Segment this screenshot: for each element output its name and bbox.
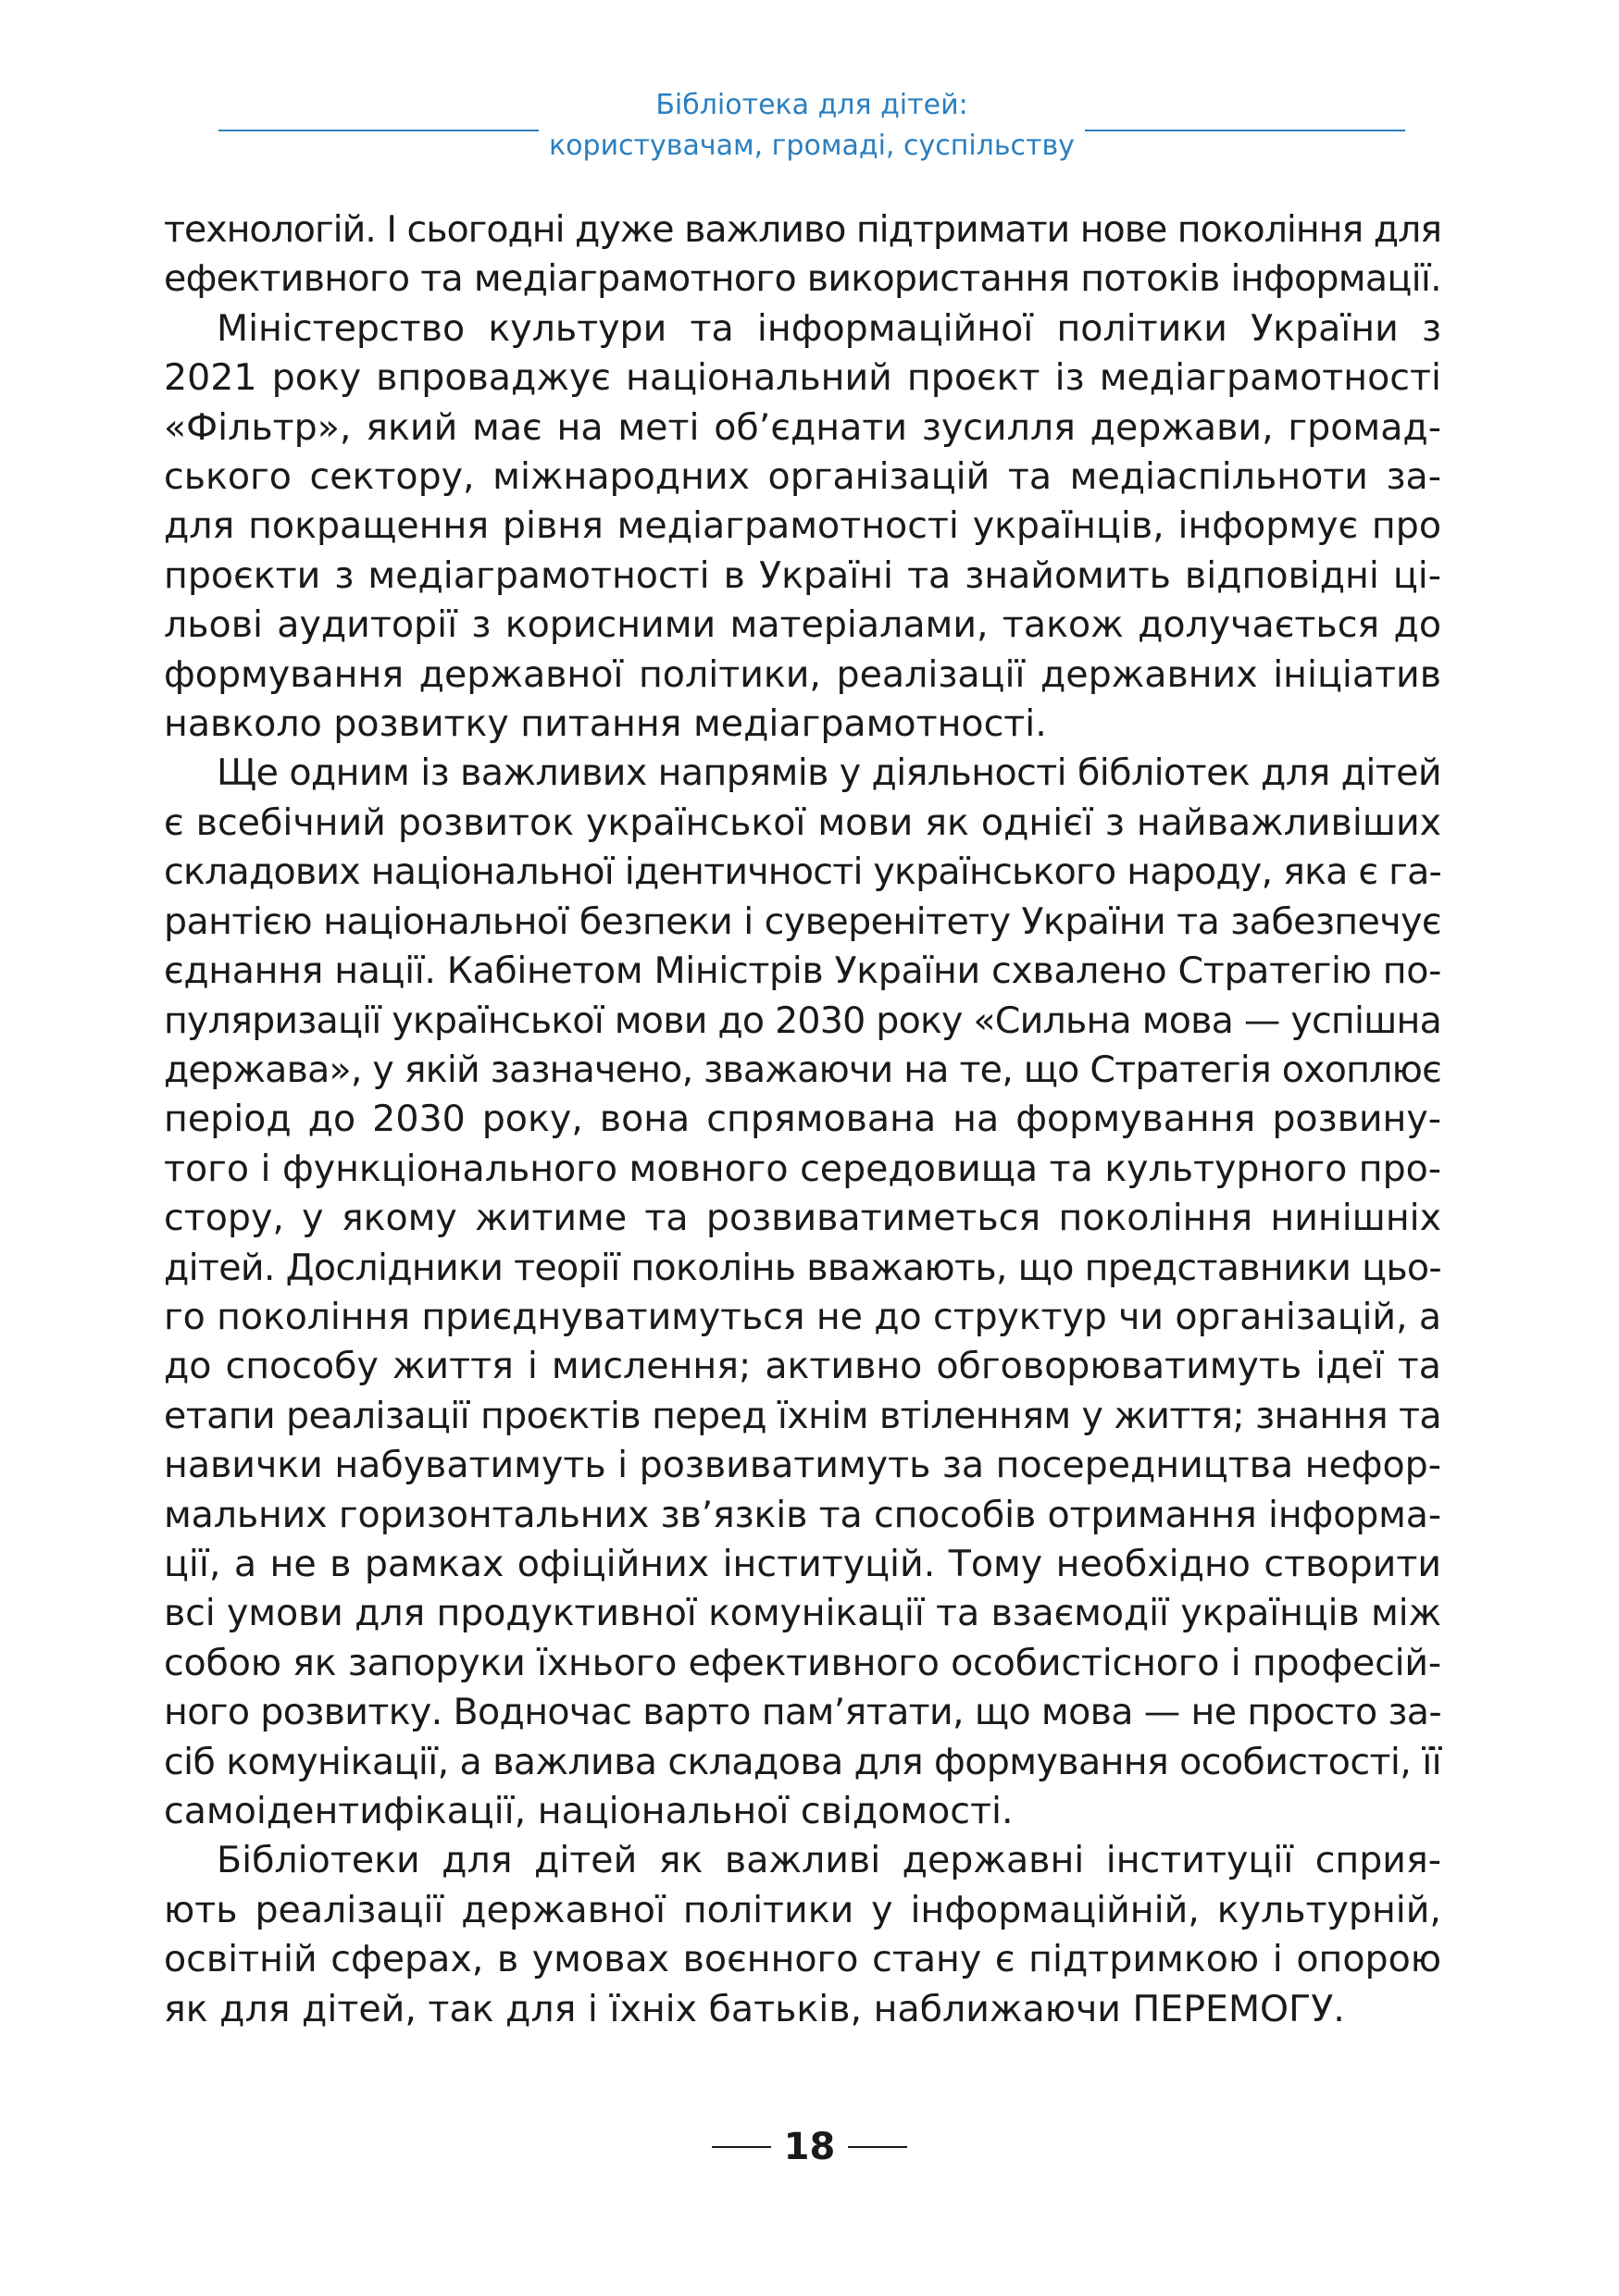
- text-line: ють реалізації державної політики у інформаційній, культурній,: [164, 1888, 1441, 1931]
- text-line: держава», у якій зазначено, зважаючи на те, що Стратегія охоплює: [164, 1048, 1441, 1091]
- text-line: Міністерство культури та інформаційної політики України з: [217, 306, 1441, 350]
- page-number: 18: [783, 2126, 836, 2168]
- text-line: мальних горизонтальних зв’язків та способів отримання інформа-: [164, 1493, 1441, 1536]
- text-line: складових національної ідентичності українського народу, яка є га-: [164, 850, 1441, 894]
- text-line: Ще одним із важливих напрямів у діяльності бібліотек для дітей: [217, 751, 1441, 795]
- running-head-title: [539, 85, 1085, 167]
- text-line: рантією національної безпеки і суверенітету України та забезпечує: [164, 900, 1441, 943]
- text-line: сіб комунікації, а важлива складова для формування особистості, її: [164, 1740, 1441, 1783]
- text-line: всі умови для продуктивної комунікації та взаємодії українців між: [164, 1592, 1441, 1635]
- text-line: технологій. І сьогодні дуже важливо підтримати нове покоління для: [164, 208, 1441, 251]
- text-line: го покоління приєднуватимуться не до структур чи організацій, а: [164, 1295, 1441, 1338]
- text-line: пуляризації української мови до 2030 року «Сильна мова — успішна: [164, 999, 1441, 1042]
- text-line: «Фільтр», який має на меті об’єднати зусилля держави, громад-: [164, 405, 1441, 449]
- text-line: до способу життя і мислення; активно обговорюватимуть ідеї та: [164, 1345, 1441, 1388]
- text-line: дітей. Дослідники теорії поколінь вважають, що представники цьо-: [164, 1246, 1441, 1289]
- folio-rule-right: [848, 2146, 907, 2148]
- text-line: 2021 року впроваджує національний проєкт із медіаграмотності: [164, 356, 1441, 400]
- text-line: самоідентифікації, національної свідомості.: [164, 1790, 1014, 1832]
- text-line: період до 2030 року, вона спрямована на формування розвину-: [164, 1098, 1441, 1141]
- text-line: навички набуватимуть і розвиватимуть за посередництва нефор-: [164, 1444, 1441, 1487]
- running-head-line-2: користувачам, громаді, суспільству: [549, 130, 1075, 162]
- page-folio: [0, 2119, 1619, 2175]
- header-rule-right: [1085, 130, 1405, 131]
- text-line: собою як запоруки їхнього ефективного особистісного і професій-: [164, 1641, 1442, 1684]
- text-line: того і функціонального мовного середовища та культурного про-: [164, 1147, 1441, 1190]
- folio-rule-left: [712, 2146, 771, 2148]
- text-line: ції, а не в рамках офіційних інституцій. Тому необхідно створити: [164, 1542, 1441, 1585]
- text-line: як для дітей, так для і їхніх батьків, наближаючи ПЕРЕМОГУ.: [164, 1987, 1345, 2030]
- body-text: [164, 205, 1441, 2034]
- text-line: для покращення рівня медіаграмотності українців, інформує про: [164, 504, 1441, 548]
- text-line: єднання нації. Кабінетом Міністрів України схвалено Стратегію по-: [164, 949, 1441, 993]
- text-line: ського сектору, міжнародних організацій та медіаспільноти за-: [164, 455, 1441, 499]
- text-line: формування державної політики, реалізації державних ініціатив: [164, 652, 1441, 696]
- text-line: ного розвитку. Водночас варто пам’ятати, що мова — не просто за-: [164, 1691, 1441, 1734]
- text-line: проєкти з медіаграмотності в Україні та знайомить відповідні ці-: [164, 553, 1441, 597]
- text-line: льові аудиторії з корисними матеріалами, також долучається до: [164, 603, 1441, 647]
- text-line: Бібліотеки для дітей як важливі державні інституції сприя-: [217, 1839, 1441, 1882]
- text-line: етапи реалізації проєктів перед їхнім втіленням у життя; знання та: [164, 1394, 1441, 1437]
- text-line: навколо розвитку питання медіаграмотності.: [164, 702, 1047, 746]
- text-line: стору, у якому житиме та розвиватиметься покоління нинішніх: [164, 1197, 1441, 1240]
- running-head: [0, 85, 1619, 168]
- text-line: ефективного та медіаграмотного використання потоків інформації.: [164, 257, 1441, 301]
- text-line: освітній сферах, в умовах воєнного стану є підтримкою і опорою: [164, 1938, 1441, 1981]
- header-rule-left: [218, 130, 539, 131]
- running-head-line-1: Бібліотека для дітей:: [655, 89, 968, 121]
- text-line: є всебічний розвиток української мови як однієї з найважливіших: [164, 800, 1441, 844]
